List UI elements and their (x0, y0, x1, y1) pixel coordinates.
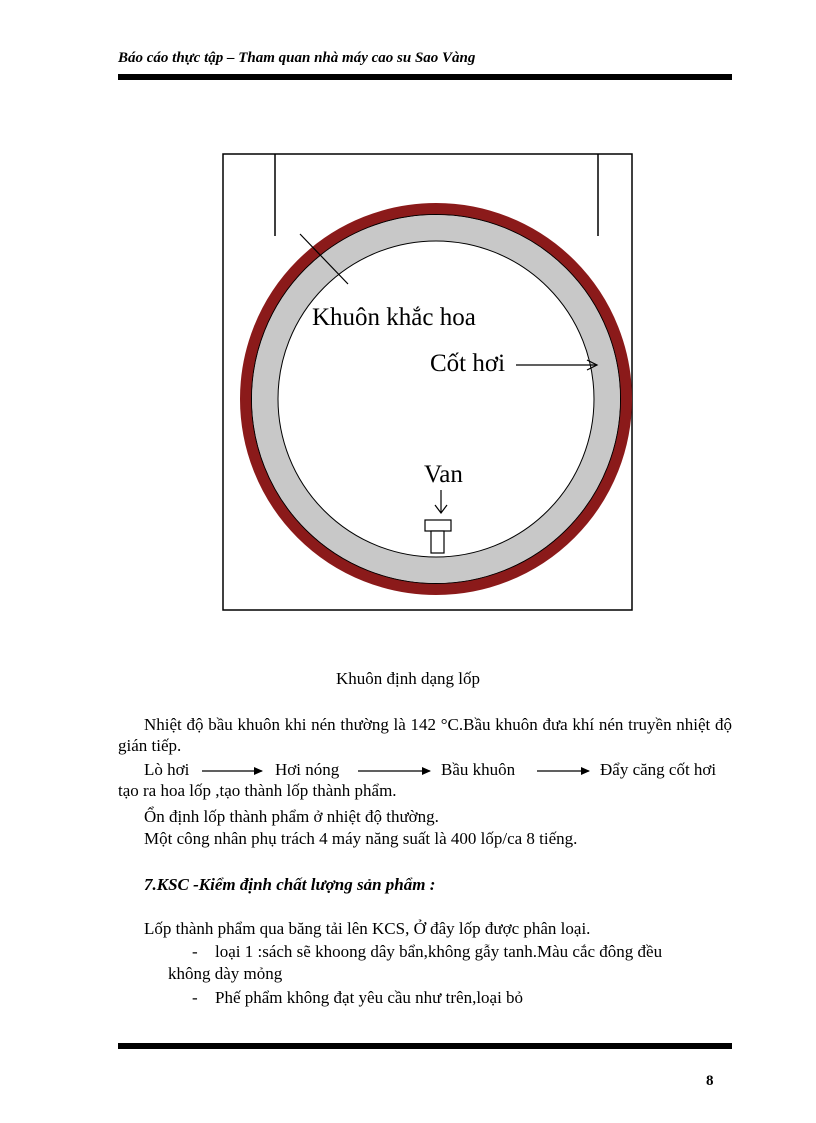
paragraph-kcs-intro: Lốp thành phẩm qua băng tải lên KCS, Ở đây lốp được phân loại. (144, 919, 591, 938)
valve-cap (425, 520, 451, 531)
flow-arrow-1 (202, 763, 264, 779)
flow-continuation: tạo ra hoa lốp ,tạo thành lốp thành phẩm. (118, 781, 397, 800)
bladder-label: Cốt hơi (430, 350, 506, 377)
flow-step-mold-chamber: Bầu khuôn (441, 760, 516, 779)
paragraph-productivity: Một công nhân phụ trách 4 máy năng suất là 400 lốp/ca 8 tiếng. (144, 829, 578, 848)
document-header-title: Báo cáo thực tập – Tham quan nhà máy cao su Sao Vàng (118, 50, 476, 66)
bullet-marker-1: - (192, 942, 198, 961)
valve-label: Van (424, 461, 463, 488)
mold-label: Khuôn khắc hoa (312, 304, 476, 331)
bullet-reject: Phế phẩm không đạt yêu cầu như trên,loại bỏ (215, 988, 524, 1007)
flow-arrow-3 (537, 763, 591, 779)
flow-step-hot-steam: Hơi nóng (275, 760, 340, 779)
footer-rule (118, 1043, 732, 1049)
section-heading-ksc: 7.KSC -Kiểm định chất lượng sản phẩm : (144, 875, 436, 894)
valve-stem (431, 531, 444, 553)
paragraph-temperature: Nhiệt độ bầu khuôn khi nén thường là 142 °C.Bầu khuôn đưa khí nén truyền nhiệt độ gián tiếp. (118, 715, 732, 755)
flow-arrow-2 (358, 763, 432, 779)
figure-caption: Khuôn định dạng lốp (335, 669, 481, 688)
bullet-grade1-line1: loại 1 :sách sẽ khoong dây bẩn,không gẫy tanh.Màu cắc đông đều (215, 942, 663, 961)
flow-step-bladder-inflate: Đẩy căng cốt hơi (600, 760, 717, 779)
bullet-marker-2: - (192, 988, 198, 1007)
bullet-grade1-line2: không dày mỏng (168, 964, 283, 983)
inner-ring-edge (278, 241, 594, 557)
paragraph-stabilize: Ổn định lốp thành phẩm ở nhiệt độ thường. (144, 807, 439, 826)
flow-step-boiler: Lò hơi (144, 760, 190, 779)
page-number: 8 (706, 1073, 714, 1089)
